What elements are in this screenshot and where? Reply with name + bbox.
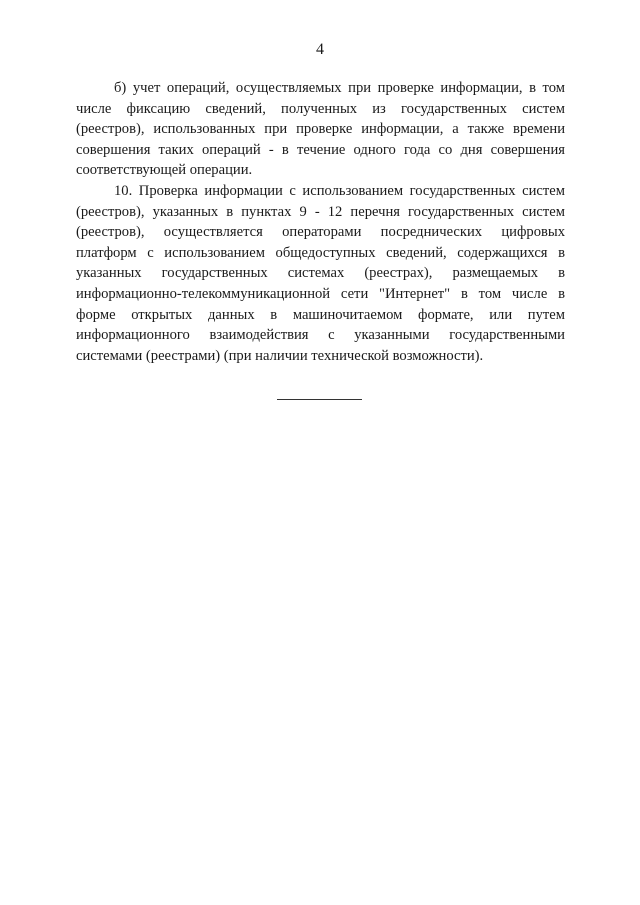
paragraph-10-information-check: 10. Проверка информации с использованием государственных систем (реестров), указанных в пунктах 9 - 12 перечня государственных систем (реестров), осуществляется операторами посреднических цифровых платформ с использованием общедоступных сведений, содержащихся в указанных государственных системах (реестрах), размещаемых в информационно-телекоммуникационной сети "Интернет" в том числе в форме открытых данных в машиночитаемом формате, или путем информационного взаимодействия с указанными государственными системами (реестрами) (при наличии технической возможности). bbox=[76, 182, 565, 364]
document-body bbox=[76, 78, 565, 366]
paragraph-b-operations-log: б) учет операций, осуществляемых при проверке информации, в том числе фиксацию сведений, полученных из государственных систем (реестров), использованных при проверке информации, а также времени совершения таких операций - в течение одного года со дня совершения соответствующей операции. bbox=[76, 80, 565, 179]
end-of-document-rule bbox=[277, 399, 362, 400]
page-number: 4 bbox=[316, 41, 324, 58]
